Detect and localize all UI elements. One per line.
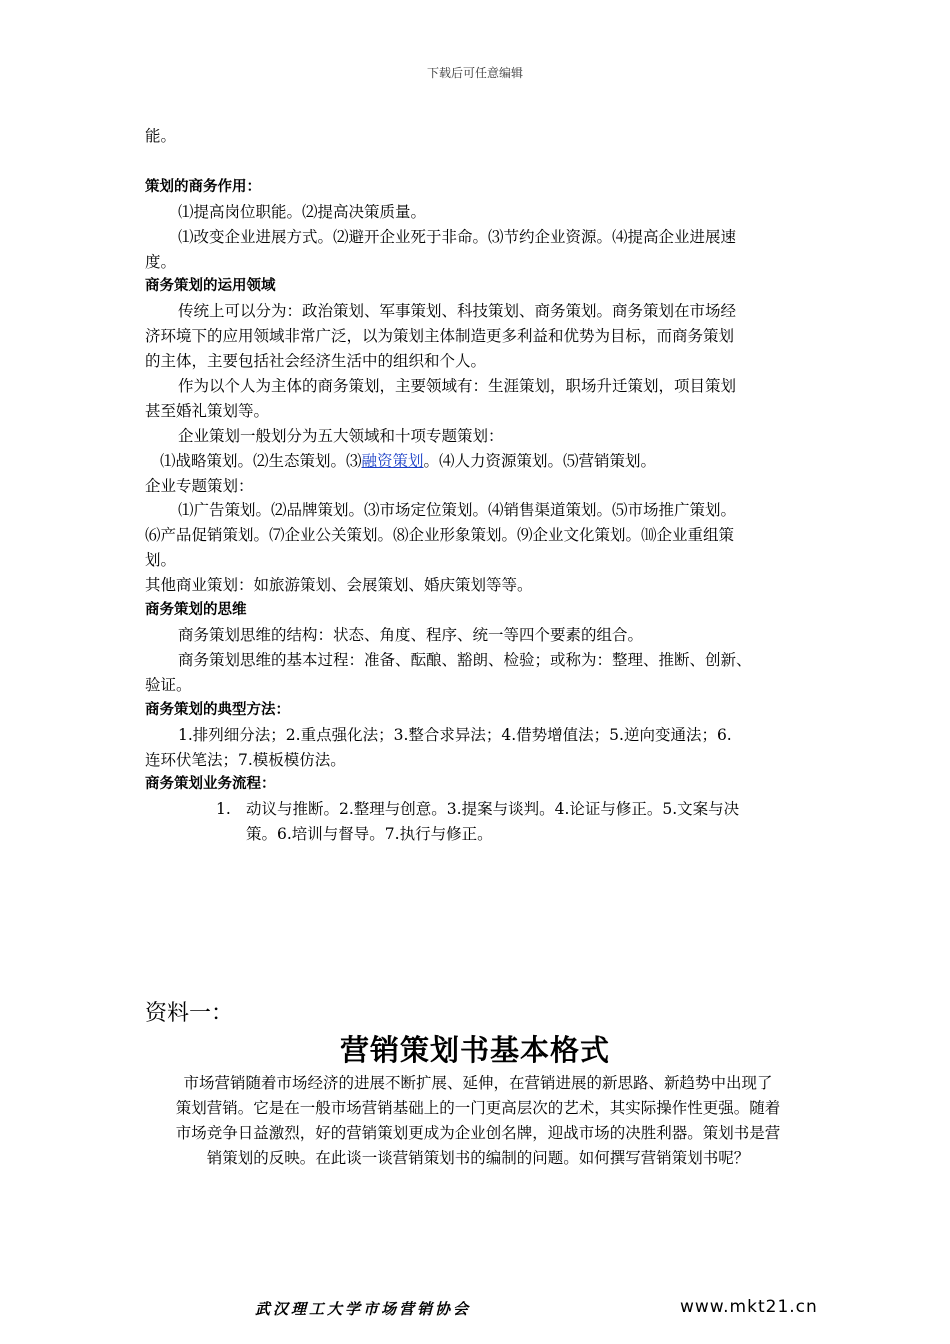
- intro-line: 市场竞争日益激烈，好的营销策划更成为企业创名牌，迎战市场的决胜利器。策划书是营: [175, 1124, 781, 1142]
- text-line: 甚至婚礼策划等。: [145, 402, 270, 420]
- section-label: 资料一：: [145, 1001, 234, 1026]
- text-line: 其他商业策划：如旅游策划、会展策划、婚庆策划等等。: [145, 576, 533, 594]
- page-title: 营销策划书基本格式: [339, 1033, 610, 1067]
- page-header: 下载后可任意编辑: [426, 66, 523, 80]
- text-line: 济环境下的应用领域非常广泛，以为策划主体制造更多利益和优势为目标，而商务策划: [145, 327, 735, 345]
- text-line: 1.排列细分法；2.重点强化法；3.整合求异法；4.借势增值法；5.逆向变通法；6.: [178, 726, 732, 744]
- text-line: ⑴广告策划。⑵品牌策划。⑶市场定位策划。⑷销售渠道策划。⑸市场推广策划。: [178, 501, 737, 519]
- text-line: ⑹产品促销策划。⑺企业公关策划。⑻企业形象策划。⑼企业文化策划。⑽企业重组策: [145, 526, 735, 544]
- text-line: 企业专题策划：: [145, 477, 254, 495]
- text-line: 商务策划思维的基本过程：准备、酝酿、豁朗、检验；或称为：整理、推断、创新、: [178, 651, 752, 669]
- text-line: 度。: [145, 253, 177, 271]
- text-line: 传统上可以分为：政治策划、军事策划、科技策划、商务策划。商务策划在市场经: [178, 302, 737, 320]
- text-line: 连环伏笔法；7.模板模仿法。: [145, 751, 346, 769]
- text-line: 划。: [145, 551, 177, 569]
- text-line: 作为以个人为主体的商务策划，主要领域有：生涯策划，职场升迁策划，项目策划: [178, 377, 737, 395]
- text-line: 商务策划思维的结构：状态、角度、程序、统一等四个要素的组合。: [178, 626, 644, 644]
- text-line: 动议与推断。2.整理与创意。3.提案与谈判。4.论证与修正。5.文案与决: [246, 800, 740, 818]
- intro-line: 市场营销随着市场经济的进展不断扩展、延伸，在营销进展的新思路、新趋势中出现了: [183, 1074, 773, 1092]
- text-line: 策。6.培训与督导。7.执行与修正。: [246, 825, 493, 843]
- heading-thinking: 商务策划的思维: [145, 602, 247, 618]
- list-number: 1.: [216, 800, 231, 818]
- text-line: 能。: [145, 127, 177, 145]
- heading-business-role: 策划的商务作用：: [145, 179, 261, 195]
- text-line: [160, 451, 656, 471]
- text-line: 验证。: [145, 676, 192, 694]
- intro-line: 销策划的反映。在此谈一谈营销策划书的编制的问题。如何撰写营销策划书呢？: [206, 1149, 750, 1167]
- financing-planning-link[interactable]: 融资策划: [361, 452, 424, 470]
- footer-organization: 武汉理工大学市场营销协会: [255, 1300, 472, 1318]
- text-segment: 。⑷人力资源策划。⑸营销策划。: [423, 452, 657, 470]
- text-segment: ⑴战略策划。⑵生态策划。⑶: [160, 452, 362, 470]
- text-line: 企业策划一般划分为五大领域和十项专题策划：: [178, 427, 504, 445]
- footer-website: www.mkt21.cn: [680, 1297, 818, 1317]
- heading-workflow: 商务策划业务流程：: [145, 776, 276, 792]
- text-line: 的主体，主要包括社会经济生活中的组织和个人。: [145, 352, 487, 370]
- text-line: ⑴提高岗位职能。⑵提高决策质量。: [178, 203, 427, 221]
- heading-methods: 商务策划的典型方法：: [145, 702, 290, 718]
- heading-application-fields: 商务策划的运用领域: [145, 278, 276, 294]
- intro-line: 策划营销。它是在一般市场营销基础上的一门更高层次的艺术，其实际操作性更强。随着: [175, 1099, 781, 1117]
- text-line: ⑴改变企业进展方式。⑵避开企业死于非命。⑶节约企业资源。⑷提高企业进展速: [178, 228, 737, 246]
